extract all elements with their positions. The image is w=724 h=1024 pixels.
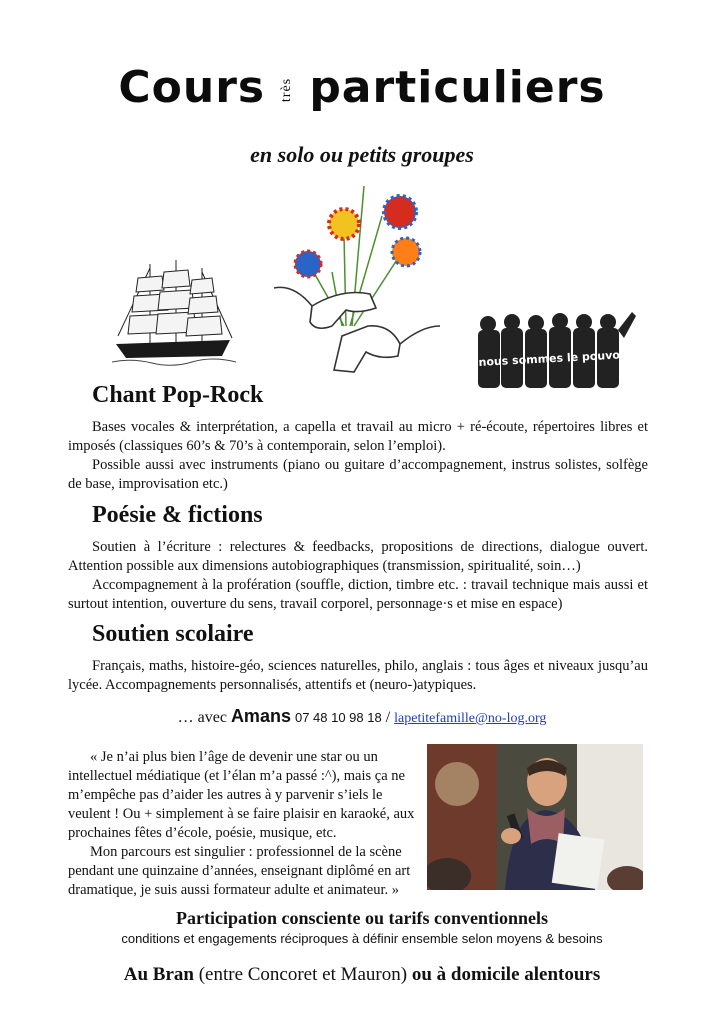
section-title-poesie: Poésie & fictions (92, 502, 263, 528)
paragraph: Possible aussi avec instruments (piano ou guitare d’accompagnement, instrus solistes, solfège de base, improvisation etc.) (68, 457, 648, 492)
participation-heading: Participation consciente ou tarifs conventionnels (176, 908, 548, 928)
title-particuliers: particuliers (309, 62, 606, 113)
section-title-soutien: Soutien scolaire (92, 621, 254, 647)
paragraph: Accompagnement à la profération (souffle, diction, timbre etc. : travail technique mais aussi et surtout intention, ouverture du sens, travail corporel, personnage·s et mise en espace) (68, 577, 648, 612)
location-detail: (entre Concoret et Mauron) (193, 964, 412, 985)
title-tres: très (279, 77, 295, 103)
page-title (0, 62, 724, 113)
flower-bouquet-illustration (272, 176, 442, 376)
section-body-poesie (68, 538, 648, 614)
protest-banner-text: nous sommes le pouvoir (478, 348, 630, 369)
location-place: Au Bran (123, 964, 194, 985)
section-body-soutien (68, 657, 648, 695)
contact-phone: 07 48 10 98 18 (294, 710, 382, 725)
paragraph: Français, maths, histoire-géo, sciences naturelles, philo, anglais : tous âges et niveaux jusqu’au lycée. Accompagnements personnalisés, attentifs et (neuro-)atypiques. (68, 658, 648, 693)
conditions-text: conditions et engagements réciproques à définir ensemble selon moyens & besoins (121, 931, 603, 946)
section-body-chant (68, 418, 648, 494)
contact-separator: / (381, 709, 395, 726)
quote-paragraph: « Je n’ai plus bien l’âge de devenir une star ou un intellectuel médiatique (et l’élan m’a passé :^), mais ça ne m’empêche pas d’aider les autres à y parvenir s’iels le veulent ! Ou + simplement à se faire plaisir en karaoké, aux prochaines fêtes d’école, poésie, musique, etc. (68, 749, 415, 841)
section-title-chant: Chant Pop-Rock (92, 382, 264, 408)
protest-crowd-illustration (470, 310, 640, 392)
contact-email-link[interactable]: lapetitefamille@no-log.org (394, 711, 547, 726)
quote-paragraph: Mon parcours est singulier : professionnel de la scène pendant une quinzaine d’années, enseignant diplômé en art dramatique, je suis aussi formateur adulte et animateur. » (68, 844, 411, 898)
sailing-ship-illustration (112, 258, 236, 370)
paragraph: Bases vocales & interprétation, a capella et travail au micro + ré-écoute, répertoires libres et imposés (classiques 60’s & 70’s à contemporain, selon l’emploi). (68, 419, 648, 454)
contact-prefix: … avec (177, 709, 231, 726)
contact-name: Amans (230, 706, 291, 726)
location-line (0, 964, 724, 986)
location-alt: ou à domicile alentours (411, 964, 601, 985)
contact-line (0, 706, 724, 727)
title-cours: Cours (118, 62, 266, 113)
teacher-photo (427, 744, 643, 890)
subtitle: en solo ou petits groupes (250, 142, 474, 167)
testimonial-quote (68, 748, 416, 900)
paragraph: Soutien à l’écriture : relectures & feedbacks, propositions de directions, dialogue ouvert. Attention possible aux dimensions autobiographiques (transmission, spiritualité, soin…) (68, 539, 648, 574)
